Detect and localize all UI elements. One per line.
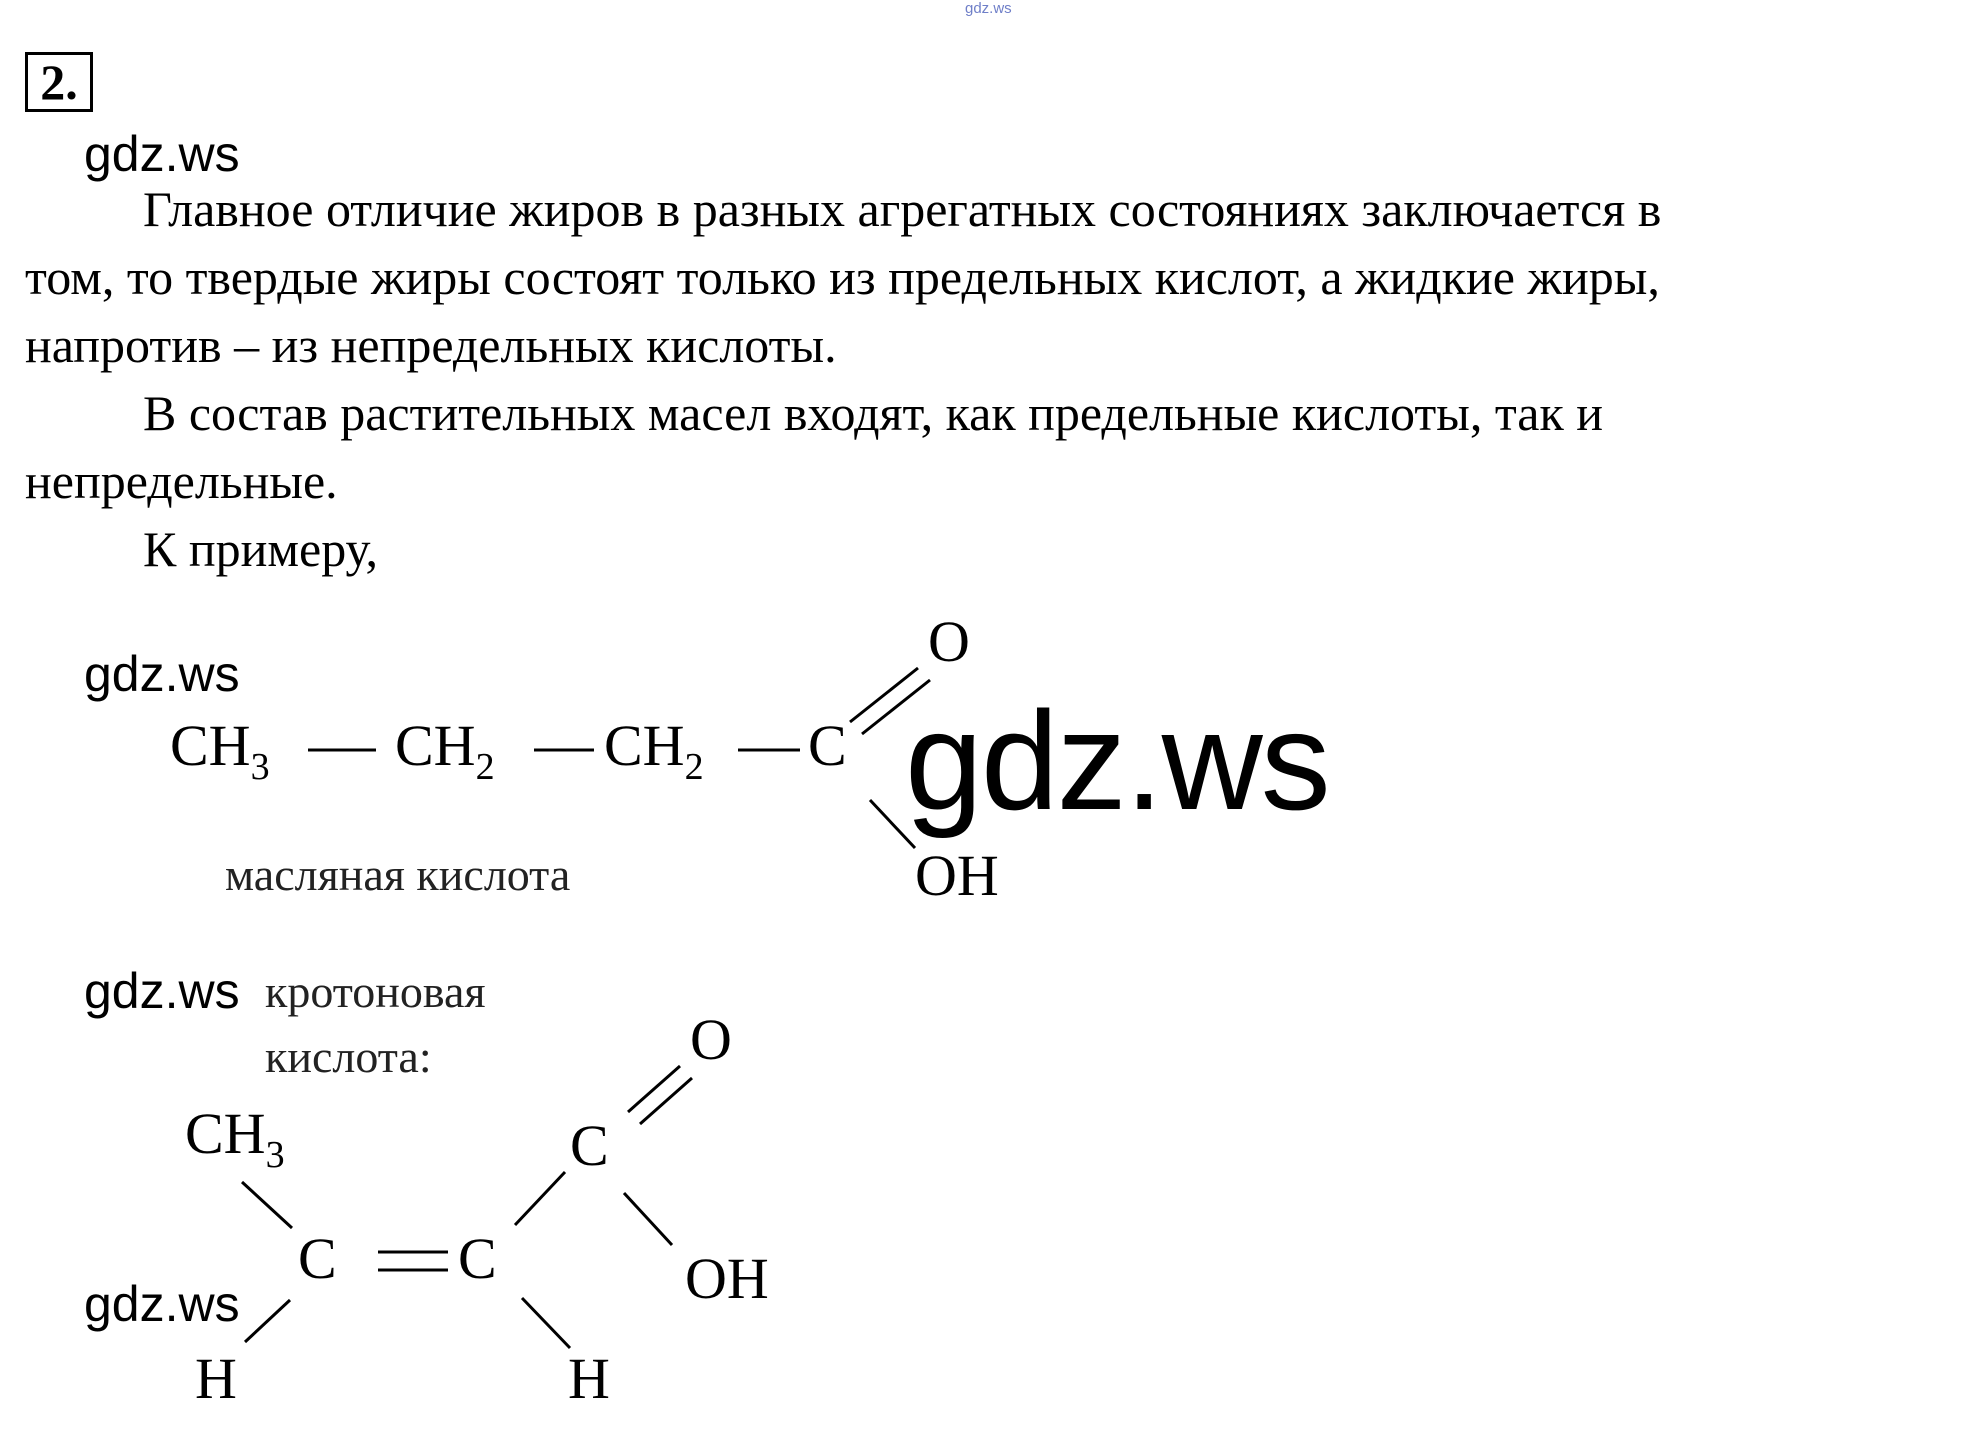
watermark-2: gdz.ws — [84, 646, 240, 702]
crotonic-c2: C — [458, 1226, 497, 1291]
bond-c3-oh — [624, 1193, 672, 1245]
watermark-big: gdz.ws — [905, 682, 1329, 839]
bond-c2-c3 — [515, 1172, 565, 1225]
paragraph-1-line-3: напротив – из непредельных кислоты. — [25, 317, 837, 373]
bond-c-o-1 — [850, 668, 918, 722]
paragraph-1-line-2: том, то твердые жиры состоят только из предельных кислот, а жидкие жиры, — [25, 249, 1660, 305]
paragraph-2-line-2: непредельные. — [25, 453, 338, 509]
butyric-o: O — [928, 609, 970, 674]
bond-c-o-2 — [862, 680, 930, 734]
bond-c2-h — [522, 1298, 570, 1348]
watermark-4: gdz.ws — [84, 1276, 240, 1332]
crotonic-h1: H — [195, 1346, 237, 1411]
paragraph-1-line-1: Главное отличие жиров в разных агрегатных состояниях заключается в — [143, 181, 1662, 237]
bond-ch3-c1 — [242, 1182, 292, 1228]
butyric-ch3: $CH_3$ — [170, 713, 270, 788]
butyric-ch2-a: $CH_2$ — [395, 713, 495, 788]
watermark-3: gdz.ws — [84, 963, 240, 1019]
butyric-c: C — [808, 713, 847, 778]
crotonic-oh: OH — [685, 1246, 769, 1311]
paragraph-3: К примеру, — [143, 521, 379, 577]
bond-c1-h — [245, 1300, 290, 1342]
task-number: 2. — [25, 52, 93, 112]
bond-c3-o-1 — [628, 1066, 680, 1112]
butyric-oh: OH — [915, 843, 999, 908]
paragraph-2-line-1: В состав растительных масел входят, как предельные кислоты, так и — [143, 385, 1604, 441]
crotonic-h2: H — [568, 1346, 610, 1411]
top-watermark: gdz.ws — [965, 0, 1012, 17]
crotonic-c1: C — [298, 1226, 337, 1291]
butyric-ch2-b: $CH_2$ — [604, 713, 704, 788]
bond-c3-o-2 — [640, 1078, 692, 1124]
crotonic-name-line-2: кислота: — [265, 1031, 432, 1082]
crotonic-c3: C — [570, 1113, 609, 1178]
crotonic-o: O — [690, 1007, 732, 1072]
crotonic-ch3: $CH_3$ — [185, 1101, 285, 1176]
butyric-name: масляная кислота — [225, 849, 571, 900]
watermark-1: gdz.ws — [84, 126, 240, 182]
bond-c-oh — [870, 800, 915, 848]
crotonic-name-line-1: кротоновая — [265, 966, 486, 1017]
